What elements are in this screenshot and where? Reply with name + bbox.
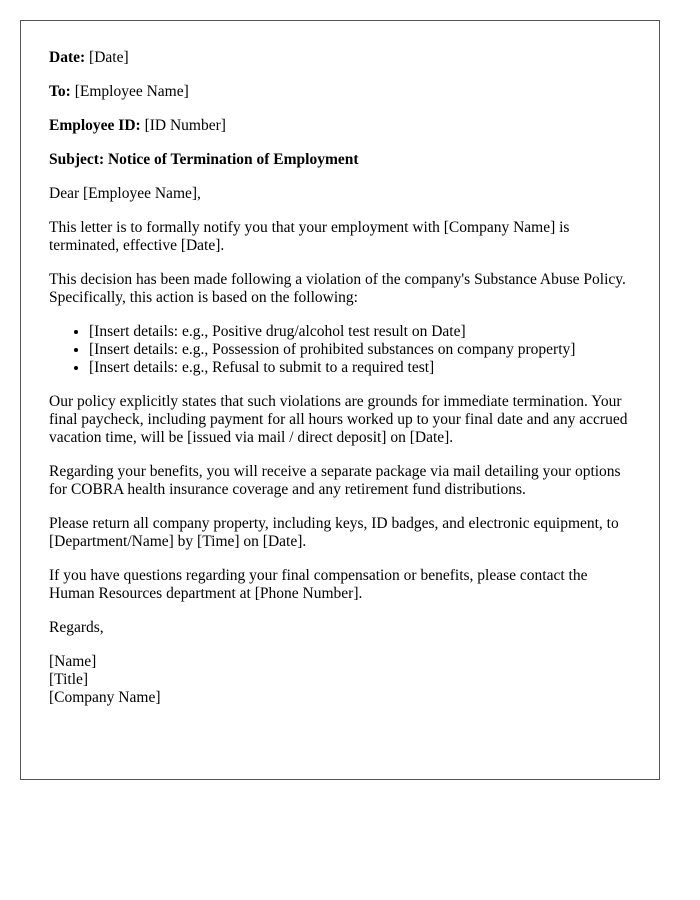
violation-details-list	[49, 323, 631, 377]
to-value: [Employee Name]	[74, 83, 189, 100]
salutation: Dear [Employee Name],	[49, 185, 201, 202]
paragraph-benefits: Regarding your benefits, you will receive a separate package via mail detailing your options for COBRA health insurance coverage and any retirement fund distributions.	[49, 463, 621, 498]
list-item: • [Insert details: e.g., Positive drug/alcohol test result on Date]	[89, 323, 631, 341]
employee-id-label: Employee ID:	[49, 117, 141, 134]
termination-letter	[20, 20, 660, 780]
signature-name: [Name]	[49, 653, 97, 670]
list-item: • [Insert details: e.g., Possession of prohibited substances on company property]	[89, 341, 631, 359]
employee-id-value: [ID Number]	[144, 117, 226, 134]
signature-title: [Title]	[49, 671, 89, 688]
employee-id-line	[49, 117, 631, 135]
list-item: • [Insert details: e.g., Refusal to submit to a required test]	[89, 359, 631, 377]
paragraph-notification: This letter is to formally notify you that your employment with [Company Name] is terminated, effective [Date].	[49, 219, 570, 254]
signature-company: [Company Name]	[49, 689, 161, 706]
date-line	[49, 49, 631, 67]
paragraph-policy-paycheck: Our policy explicitly states that such violations are grounds for immediate termination. Your final paycheck, including payment for all hours worked up to your final date and any accrued vacation time, will be [issued via mail / direct deposit] on [Date].	[49, 393, 628, 446]
date-label: Date:	[49, 49, 86, 66]
signature-block	[49, 653, 631, 707]
closing: Regards,	[49, 619, 104, 636]
date-value: [Date]	[89, 49, 129, 66]
subject-line: Subject: Notice of Termination of Employment	[49, 151, 359, 168]
paragraph-violation: This decision has been made following a violation of the company's Substance Abuse Policy. Specifically, this action is based on the following:	[49, 271, 626, 306]
to-label: To:	[49, 83, 71, 100]
paragraph-company-property: Please return all company property, including keys, ID badges, and electronic equipment, to [Department/Name] by [Time] on [Date].	[49, 515, 619, 550]
recipient-line	[49, 83, 631, 101]
paragraph-contact: If you have questions regarding your final compensation or benefits, please contact the Human Resources department at [Phone Number].	[49, 567, 588, 602]
